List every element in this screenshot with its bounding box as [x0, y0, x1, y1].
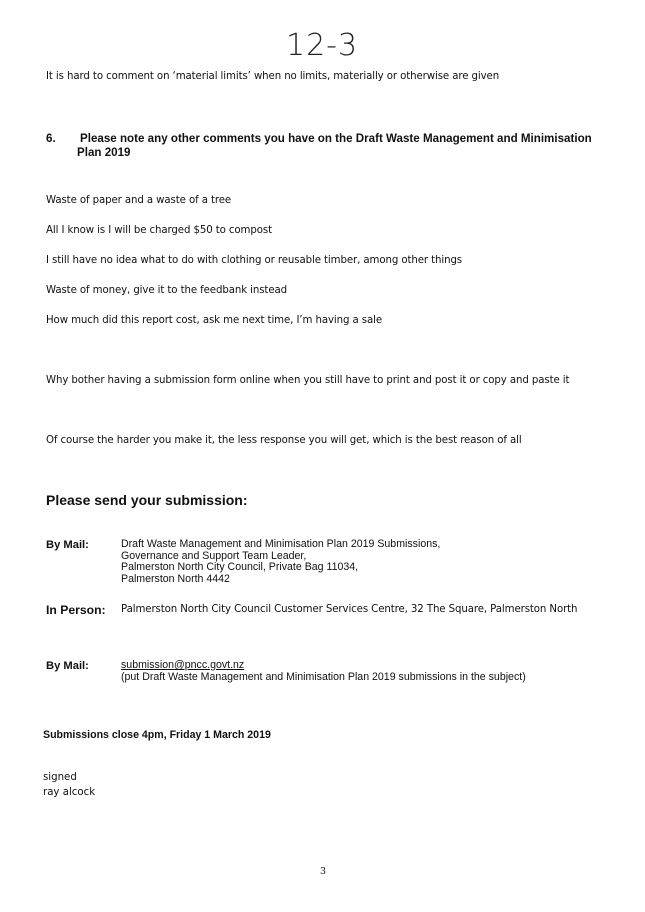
in-person-label: In Person:	[46, 603, 106, 617]
handwritten-reference: 12-3	[286, 28, 359, 63]
question-heading-line1: Please note any other comments you have on the Draft Waste Management and Minimisation	[80, 132, 592, 145]
email-subject-note: (put Draft Waste Management and Minimisation Plan 2019 submissions in the subject)	[121, 670, 526, 683]
postal-address-line: Draft Waste Management and Minimisation Plan 2019 Submissions,	[121, 538, 441, 550]
comment-item: Of course the harder you make it, the less response you will get, which is the best reason of all	[46, 435, 522, 446]
question-number: 6.	[46, 132, 56, 145]
comment-item: How much did this report cost, ask me next time, I’m having a sale	[46, 315, 383, 326]
by-email-label: By Mail:	[46, 660, 89, 672]
page-number: 3	[320, 866, 327, 877]
submission-deadline: Submissions close 4pm, Friday 1 March 2019	[43, 729, 271, 741]
in-person-address: Palmerston North City Council Customer Services Centre, 32 The Square, Palmerston North	[121, 604, 578, 615]
comment-item: All I know is I will be charged $50 to compost	[46, 225, 272, 236]
comment-item: Waste of paper and a waste of a tree	[46, 195, 232, 206]
postal-address-line: Palmerston North City Council, Private Bag 11034,	[121, 561, 359, 574]
comment-item: Why bother having a submission form online when you still have to print and post it or copy and paste it	[46, 375, 570, 386]
email-block	[121, 660, 526, 683]
postal-address	[121, 539, 440, 585]
comment-item: Waste of money, give it to the feedbank instead	[46, 285, 287, 296]
comment-item: I still have no idea what to do with clothing or reusable timber, among other things	[46, 255, 463, 266]
postal-address-line: Governance and Support Team Leader,	[121, 549, 307, 562]
intro-comment: It is hard to comment on ‘material limits’ when no limits, materially or otherwise are given	[46, 71, 500, 82]
send-submission-heading: Please send your submission:	[46, 492, 248, 508]
signature-block	[43, 770, 95, 800]
signature-label: signed	[43, 772, 77, 783]
signature-name: ray alcock	[43, 787, 96, 798]
postal-address-line: Palmerston North 4442	[121, 572, 230, 585]
question-heading-line2: Plan 2019	[77, 146, 131, 159]
by-mail-label: By Mail:	[46, 539, 89, 551]
email-address-link[interactable]: submission@pncc.govt.nz	[121, 659, 245, 671]
